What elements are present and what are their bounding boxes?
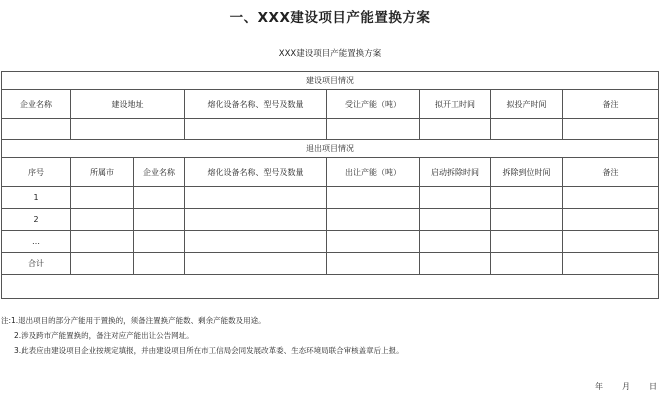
col-header-exit-equipment: 熔化设备名称、型号及数量	[185, 158, 327, 187]
table-cell[interactable]	[327, 253, 420, 275]
replacement-table	[1, 71, 659, 299]
table-cell[interactable]	[185, 231, 327, 253]
construction-section-header: 建设项目情况	[2, 72, 659, 90]
col-header-demolition-start: 启动拆除时间	[420, 158, 491, 187]
table-cell[interactable]	[327, 187, 420, 209]
table-cell[interactable]	[71, 209, 134, 231]
table-cell[interactable]	[134, 187, 185, 209]
date-year: 年	[595, 382, 603, 391]
table-row	[2, 187, 659, 209]
col-header-equipment: 熔化设备名称、型号及数量	[185, 90, 327, 119]
col-header-received-capacity: 受让产能（吨）	[327, 90, 420, 119]
exit-section-header: 退出项目情况	[2, 140, 659, 158]
note-1: 注:1.退出项目的部分产能用于置换的，须备注置换产能数、剩余产能数及用途。	[1, 316, 266, 325]
table-cell[interactable]	[420, 187, 491, 209]
table-cell[interactable]	[491, 119, 563, 140]
row-number: 2	[2, 209, 71, 231]
table-cell[interactable]	[327, 209, 420, 231]
total-label: 合计	[2, 253, 71, 275]
table-row-total	[2, 253, 659, 275]
table-cell[interactable]	[134, 253, 185, 275]
table-cell[interactable]	[185, 119, 327, 140]
col-header-serial: 序号	[2, 158, 71, 187]
table-cell[interactable]	[185, 187, 327, 209]
table-caption: XXX建设项目产能置换方案	[278, 49, 382, 59]
table-cell[interactable]	[420, 119, 491, 140]
col-header-start-date: 拟开工时间	[420, 90, 491, 119]
table-cell[interactable]	[71, 187, 134, 209]
table-cell[interactable]	[491, 253, 563, 275]
notes-block	[1, 313, 404, 358]
table-cell[interactable]	[2, 119, 71, 140]
page-title: 一、XXX建设项目产能置换方案	[229, 10, 431, 26]
table-cell[interactable]	[563, 231, 659, 253]
table-cell[interactable]	[491, 187, 563, 209]
date-month: 月	[622, 382, 630, 391]
col-header-exit-remarks: 备注	[563, 158, 659, 187]
col-header-city: 所属市	[71, 158, 134, 187]
table-cell[interactable]	[327, 119, 420, 140]
col-header-production-date: 拟投产时间	[491, 90, 563, 119]
col-header-exit-enterprise: 企业名称	[134, 158, 185, 187]
table-cell[interactable]	[134, 231, 185, 253]
table-cell[interactable]	[71, 231, 134, 253]
table-cell[interactable]	[563, 253, 659, 275]
row-number: 1	[2, 187, 71, 209]
table-cell[interactable]	[563, 209, 659, 231]
col-header-demolition-complete: 拆除到位时间	[491, 158, 563, 187]
table-cell[interactable]	[563, 187, 659, 209]
table-cell[interactable]	[491, 209, 563, 231]
table-cell[interactable]	[491, 231, 563, 253]
table-cell[interactable]	[420, 253, 491, 275]
col-header-transfer-capacity: 出让产能（吨）	[327, 158, 420, 187]
table-cell[interactable]	[185, 253, 327, 275]
note-3: 3.此表应由建设项目企业按规定填报，并由建设项目所在市工信局会同发展改革委、生态环境局联合审核盖章后上报。	[14, 346, 404, 355]
col-header-address: 建设地址	[71, 90, 185, 119]
table-cell[interactable]	[327, 231, 420, 253]
table-cell[interactable]	[71, 253, 134, 275]
table-row	[2, 209, 659, 231]
col-header-remarks: 备注	[563, 90, 659, 119]
table-cell[interactable]	[563, 119, 659, 140]
table-cell[interactable]	[71, 119, 185, 140]
table-cell[interactable]	[185, 209, 327, 231]
table-cell[interactable]	[134, 209, 185, 231]
table-row	[2, 231, 659, 253]
row-ellipsis: …	[2, 231, 71, 253]
construction-data-row	[2, 119, 659, 140]
note-2: 2.涉及跨市产能置换的，备注对应产能出让公告网址。	[14, 331, 194, 340]
table-cell[interactable]	[420, 231, 491, 253]
col-header-enterprise: 企业名称	[2, 90, 71, 119]
blank-row[interactable]	[2, 275, 659, 299]
table-cell[interactable]	[420, 209, 491, 231]
date-day: 日	[649, 382, 657, 391]
